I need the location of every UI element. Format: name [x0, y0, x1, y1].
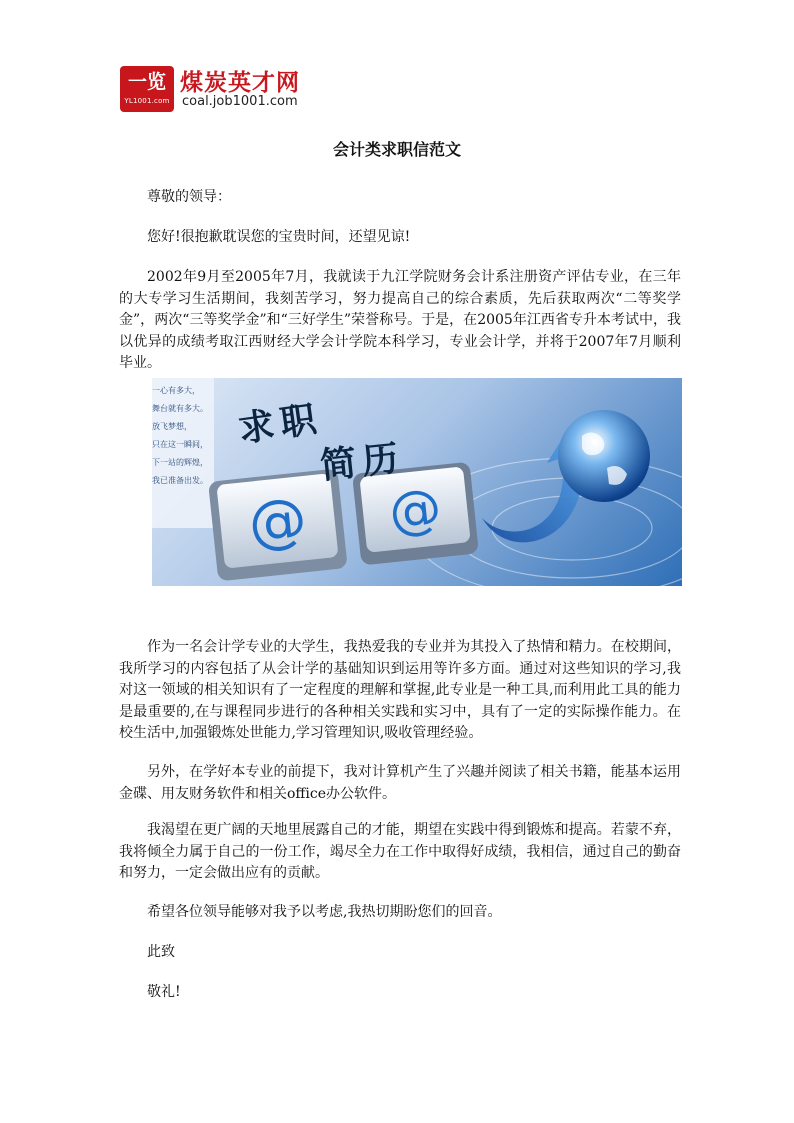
closing-jingli: 敬礼!	[147, 984, 181, 1000]
figure-title-line1: 求职	[235, 397, 325, 451]
logo-url: coal.job1001.com	[182, 94, 298, 109]
logo-badge-main: 一览	[127, 71, 166, 93]
paragraph-major: 作为一名会计学专业的大学生，我热爱我的专业并为其投入了热情和精力。在校期间，我所学习的内容包括了从会计学的基础知识到运用等许多方面。通过对这些知识的学习,我对这一领域的相关知识有了一定程度的理解和掌握,此专业是一种工具,而利用此工具的能力是最重要的,在与课程同步进行的各种相关实践和实习中，具有了一定的实际操作能力。在校生活中,加强锻炼处世能力,学习管理知识,吸收管理经验。	[119, 639, 681, 741]
paragraph-aspiration: 我渴望在更广阔的天地里展露自己的才能，期望在实践中得到锻炼和提高。若蒙不弃，我将倾全力属于自己的一份工作，竭尽全力在工作中取得好成绩，我相信，通过自己的勤奋和努力，一定会做出应有的贡献。	[119, 822, 681, 881]
figure-side-text	[152, 378, 212, 522]
logo-badge	[120, 66, 174, 112]
paragraph-computer-skills: 另外，在学好本专业的前提下，我对计算机产生了兴趣并阅读了相关书籍，能基本运用金碟、用友财务软件和相关office办公软件。	[119, 764, 681, 802]
key-at-right-symbol: @	[386, 478, 445, 544]
paragraph-education: 2002年9月至2005年7月，我就读于九江学院财务会计系注册资产评估专业，在三年的大专学习生活期间，我刻苦学习，努力提高自己的综合素质，先后获取两次“二等奖学金”，两次“三等奖学金”和“三好学生”荣誉称号。于是，在2005年江西省专升本考试中，我以优异的成绩考取江西财经大学会计学院本科学习，专业会计学，并将于2007年7月顺利毕业。	[119, 269, 681, 371]
closing-cizhi: 此致	[147, 944, 175, 960]
key-at-left-symbol: @	[245, 484, 310, 558]
side-text-line: 一心有多大，	[152, 386, 200, 395]
side-text-line: 放飞梦想，	[152, 422, 192, 431]
side-text-line: 我已准备出发。	[152, 476, 208, 485]
greeting: 尊敬的领导：	[147, 189, 231, 205]
document-title: 会计类求职信范文	[332, 140, 461, 159]
logo-name: 煤炭英才网	[180, 70, 300, 96]
figure-title-line2: 简历	[318, 436, 407, 488]
side-text-line: 下一站的辉煌，	[152, 458, 208, 467]
opening-line: 您好!很抱歉耽误您的宝贵时间，还望见谅!	[147, 229, 411, 245]
side-text-line: 只在这一瞬间，	[152, 440, 208, 449]
side-text-line: 舞台就有多大。	[152, 404, 208, 413]
paragraph-request: 希望各位领导能够对我予以考虑,我热切期盼您们的回音。	[147, 904, 502, 920]
job-resume-illustration	[152, 378, 682, 586]
logo-badge-sub: YL1001.com	[124, 97, 170, 105]
globe-icon	[558, 410, 650, 502]
site-logo[interactable]	[120, 66, 380, 112]
